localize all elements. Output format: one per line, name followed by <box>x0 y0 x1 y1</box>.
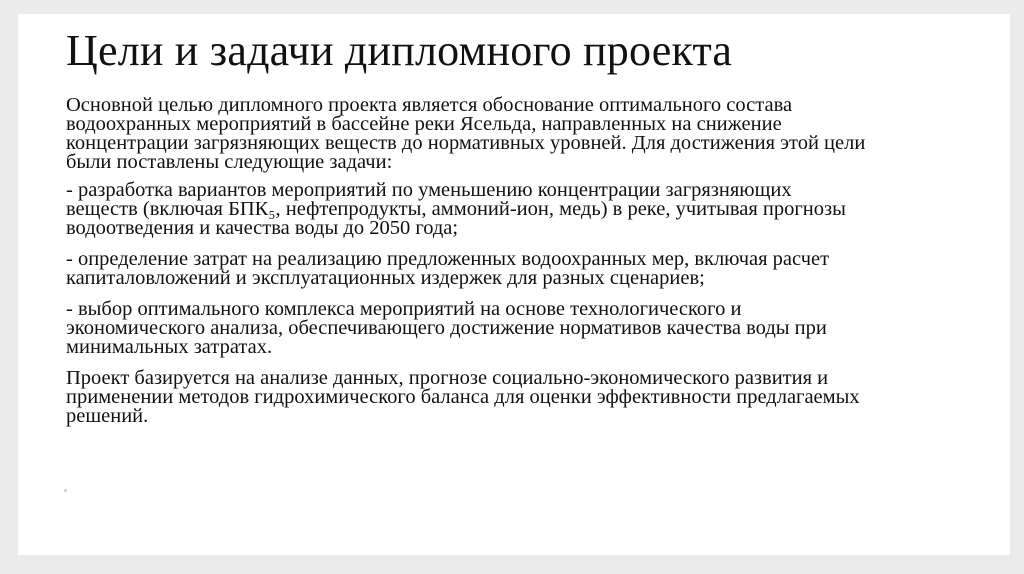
slide <box>18 14 1010 555</box>
task-item-optimal-complex: - выбор оптимального комплекса мероприятий на основе технологического и экономического анализа, обеспечивающего достижение нормативов качества воды при минимальных затратах. <box>66 298 827 358</box>
paragraph-goal: Основной целью дипломного проекта является обоснование оптимального состава водоохранных мероприятий в бассейне реки Ясельда, направленных на снижение концентрации загрязняющих веществ до нормативных уровней. Для достижения этой цели были поставлены следующие задачи: <box>66 94 866 173</box>
slide-body <box>66 96 866 435</box>
paragraph-basis: Проект базируется на анализе данных, прогнозе социально-экономического развития и применении методов гидрохимического баланса для оценки эффективности предлагаемых решений. <box>66 367 860 427</box>
task-item-measures: - разработка вариантов мероприятий по уменьшению концентрации загрязняющих веществ (включая БПК₅, нефтепродукты, аммоний-ион, медь) в реке, учитывая прогнозы водоотведения и качества воды до 2050 года; <box>66 179 846 239</box>
slide-title: Цели и задачи дипломного проекта <box>66 26 733 75</box>
empty-bullet-marker <box>64 489 67 492</box>
task-item-costs: - определение затрат на реализацию предложенных водоохранных мер, включая расчет капиталовложений и эксплуатационных издержек для разных сценариев; <box>66 248 830 289</box>
